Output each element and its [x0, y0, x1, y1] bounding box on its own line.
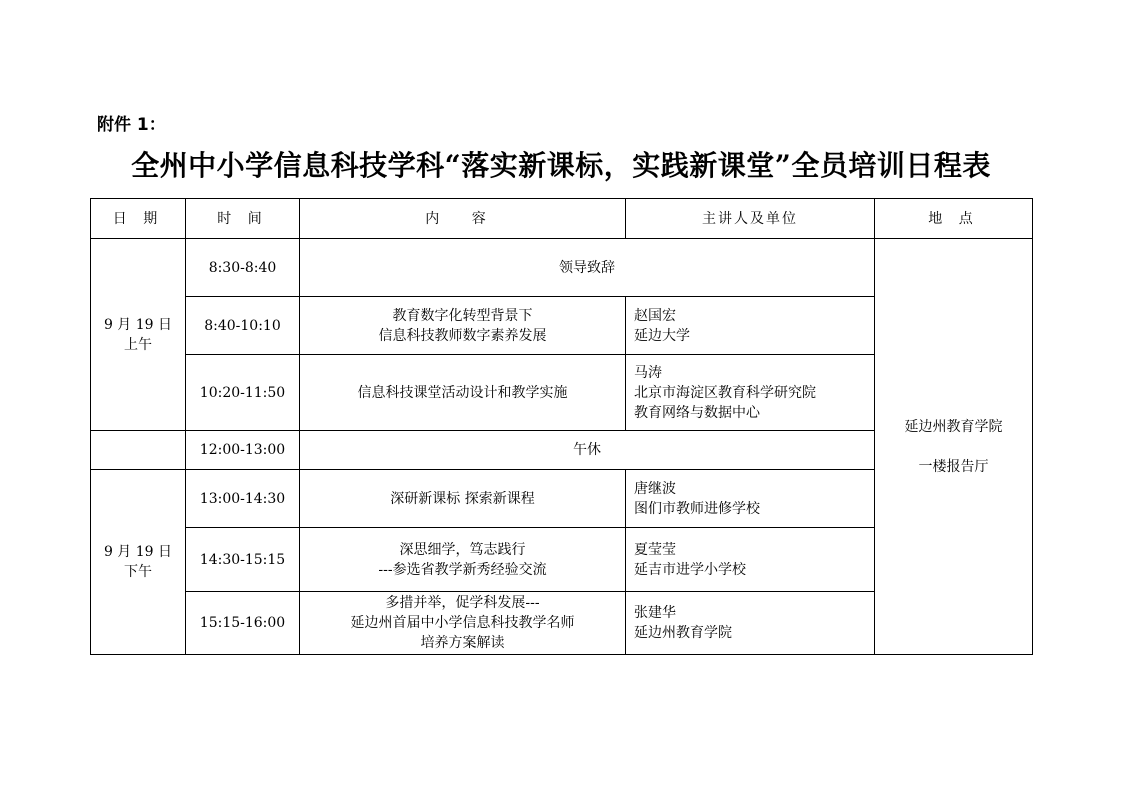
content-line: 信息科技教师数字素养发展: [378, 327, 547, 344]
speaker-cell: [626, 528, 875, 592]
content-line: ---参选省教学新秀经验交流: [378, 561, 547, 578]
morning-period: 上午: [124, 336, 152, 353]
content-line: 延边州首届中小学信息科技教学名师: [350, 615, 575, 631]
content-cell: 深研新课标 探索新课程: [300, 470, 626, 528]
location-cell: [875, 239, 1033, 655]
header-location: 地 点: [875, 199, 1033, 239]
speaker-cell: [626, 470, 875, 528]
speaker-name: 马涛: [634, 364, 662, 381]
time-cell: 10:20-11:50: [186, 355, 300, 431]
table-row: [91, 239, 1033, 297]
content-line: 多措并举，促学科发展---: [385, 595, 540, 611]
content-cell: 信息科技课堂活动设计和教学实施: [300, 355, 626, 431]
speaker-unit: 延边大学: [634, 327, 690, 344]
time-cell: 14:30-15:15: [186, 528, 300, 592]
attachment-label: 附件 1：: [97, 115, 166, 135]
content-cell: [300, 528, 626, 592]
time-cell: 8:30-8:40: [186, 239, 300, 297]
content-cell: [300, 297, 626, 355]
time-cell: 15:15-16:00: [186, 592, 300, 655]
speaker-unit: 北京市海淀区教育科学研究院: [634, 384, 816, 401]
content-line: 培养方案解读: [420, 635, 505, 651]
header-content: 内 容: [300, 199, 626, 239]
location-room: 一楼报告厅: [918, 458, 989, 475]
location-name: 延边州教育学院: [904, 418, 1003, 435]
document-title: 全州中小学信息科技学科“落实新课标，实践新课堂”全员培训日程表: [131, 149, 991, 182]
time-cell: 8:40-10:10: [186, 297, 300, 355]
morning-date: 9 月 19 日: [103, 316, 173, 333]
afternoon-date: 9 月 19 日: [103, 544, 173, 560]
speaker-name: 唐继波: [634, 480, 676, 497]
speaker-unit: 延吉市进学小学校: [634, 561, 746, 578]
speaker-cell: [626, 355, 875, 431]
speaker-name: 夏莹莹: [634, 541, 676, 558]
content-line: 教育数字化转型背景下: [392, 307, 533, 324]
speaker-unit: 图们市教师进修学校: [634, 500, 760, 517]
content-line: 深思细学，笃志践行: [399, 541, 526, 558]
content-cell: 领导致辞: [300, 239, 875, 297]
speaker-cell: [626, 592, 875, 655]
speaker-unit: 教育网络与数据中心: [634, 404, 760, 421]
content-cell: 午休: [300, 431, 875, 470]
afternoon-date-cell: [91, 470, 186, 655]
speaker-cell: [626, 297, 875, 355]
time-cell: 13:00-14:30: [186, 470, 300, 528]
empty-date-cell: [91, 431, 186, 470]
content-cell: [300, 592, 626, 655]
time-cell: 12:00-13:00: [186, 431, 300, 470]
header-time: 时 间: [186, 199, 300, 239]
speaker-name: 赵国宏: [634, 307, 676, 324]
header-row: [91, 199, 1033, 239]
morning-date-cell: [91, 239, 186, 431]
header-date: 日 期: [91, 199, 186, 239]
schedule-table: [90, 198, 1033, 655]
speaker-unit: 延边州教育学院: [634, 625, 732, 641]
speaker-name: 张建华: [634, 605, 676, 621]
afternoon-period: 下午: [124, 564, 152, 580]
header-speaker: 主讲人及单位: [626, 199, 875, 239]
